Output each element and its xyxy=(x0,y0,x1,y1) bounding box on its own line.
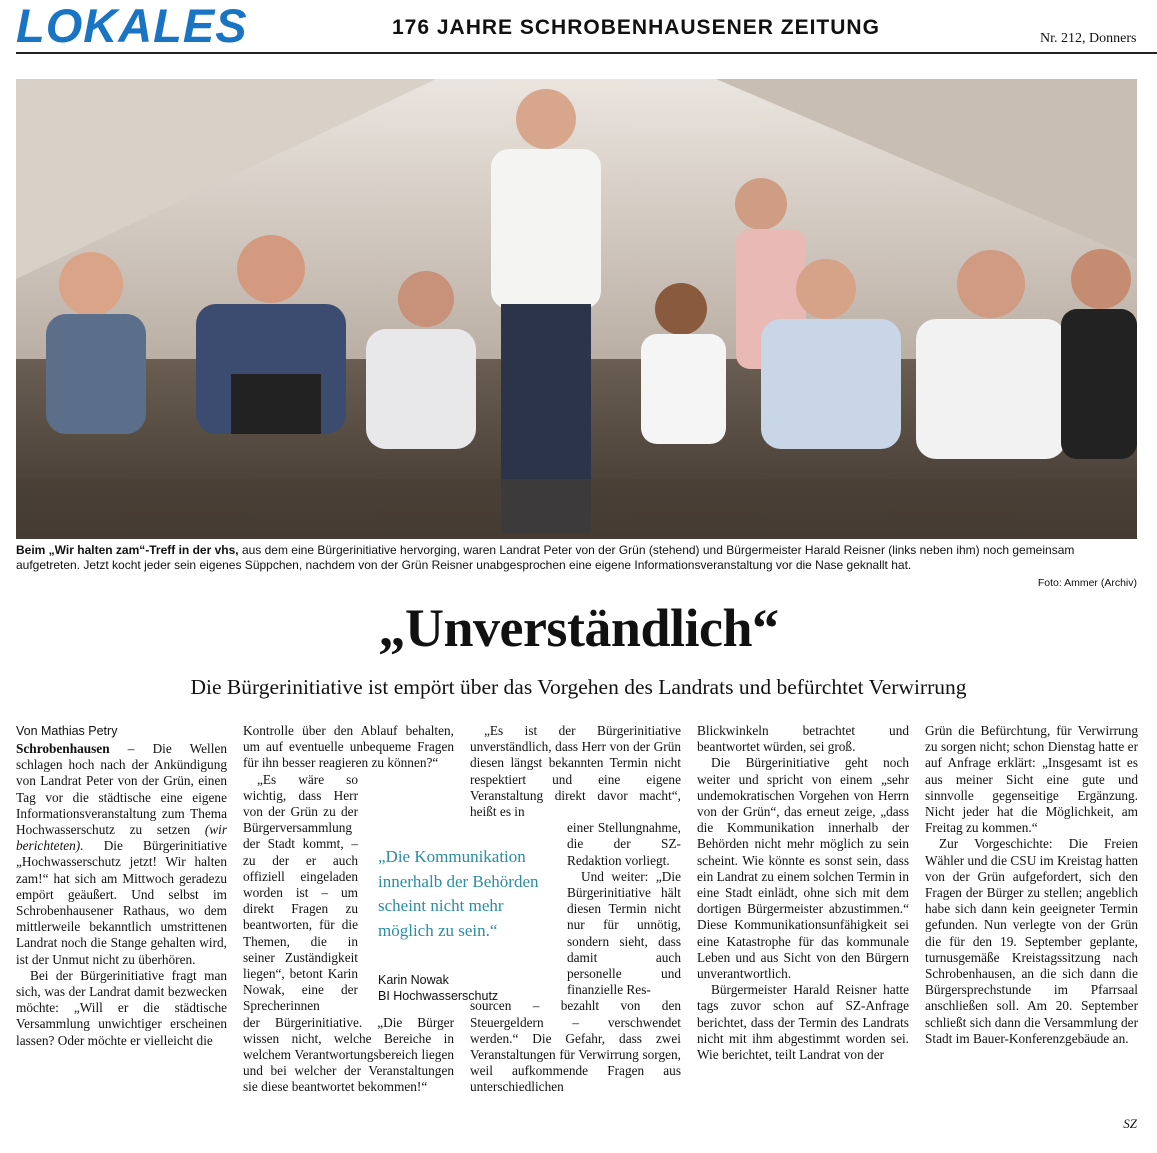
caption-lead: Beim „Wir halten zam“-Treff in der vhs, xyxy=(16,543,239,557)
masthead-rule xyxy=(16,52,1157,54)
caption-text: aus dem eine Bürgerinitiative hervorging, waren Landrat Peter von der Grün (stehend) und Bürgermeister Harald Reisner (links neben ihm) noch gemeinsam aufgetreten. Jetzt kocht jeder sein eigenes Süppchen, nachdem von der Grün Reisner unabgesprochen eine eigene Informationsveranstaltung vor die Nase geknallt hat. xyxy=(16,543,1075,572)
paragraph: Bürgermeister Harald Reisner hatte tags zuvor schon auf SZ-Anfrage berichtet, dass der Termin des Landrats nicht mit ihm abgestimmt worden sei. Wie berichtet, teilt Landrat von der xyxy=(697,982,909,1063)
paragraph: Blickwinkeln betrachtet und beantwortet würden, sei groß. xyxy=(697,723,909,755)
paragraph-narrow: „Es wäre so wichtig, dass Herr von der Grün zu der Bürgerversammlung der Stadt kommt, – zu der er auch offiziell eingeladen worden ist – um direkt Fragen zu beantworten, für die Themen, die in seiner Zuständigkeit liegen“, betont Karin Nowak, eine der Sprecherinnen xyxy=(243,771,358,1014)
dateline: Schrobenhausen xyxy=(16,741,110,756)
article-column-5 xyxy=(925,723,1138,1047)
pull-quote-author: Karin Nowak xyxy=(378,973,449,987)
paragraph: Bei der Bürgerinitiative fragt man sich, was der Landrat damit bezwecken möchte: „Will er die städtische Versammlung unwichtiger erscheinen lassen? Oder möchte er vielleicht die xyxy=(16,967,227,1048)
headline: „Unverständlich“ xyxy=(378,598,779,658)
paragraph: Grün die Befürchtung, für Verwirrung zu sorgen nicht; schon Dienstag hatte er auf Anfrage erklärt: „Insgesamt ist es aus meiner Sicht eine gute und sinnvolle gegenseitige Ergänzung. Nicht jeder hat die Möglichkeit, am Freitag zu kommen.“ xyxy=(925,723,1138,836)
byline: Von Mathias Petry xyxy=(16,724,118,738)
newspaper-title: 176 JAHRE SCHROBENHAUSENER ZEITUNG xyxy=(392,16,880,39)
pull-quote-org: BI Hochwasserschutz xyxy=(378,989,499,1003)
article-column-4 xyxy=(697,723,909,1063)
article-column-1 xyxy=(16,741,227,1049)
paragraph-narrow: einer Stellungnahme, die der SZ-Redaktion vorliegt. xyxy=(567,820,681,868)
author-signoff: SZ xyxy=(1123,1116,1137,1131)
issue-info: Nr. 212, Donners xyxy=(1040,31,1137,46)
paragraph: Kontrolle über den Ablauf behalten, um auf eventuelle unbequeme Fragen für ihn besser reagieren zu können?“ xyxy=(243,723,454,771)
section-title: LOKALES xyxy=(16,0,248,52)
photo-illustration xyxy=(16,79,1137,539)
article-photo xyxy=(16,79,1137,539)
pull-quote-attribution xyxy=(378,972,568,1004)
paragraph: Die Bürgerinitiative geht noch weiter und spricht von einem „sehr undemokratischen Vorgehen von Herrn von der Grün“, das erneut zeige, „dass die Kommunikation innerhalb der Behörden nicht mehr möglich zu sein scheint. Wie könnte es sonst sein, dass ein Landrat zu einem solchen Termin in eine Stadt einlädt, ohne sich mit dem dortigen Bürgermeister abzustimmen.“ Diese Kommunikationsunfähigkeit sei eine Katastrophe für das kommunale Leben und aus Sicht von den Bürgern unverantwortlich. xyxy=(697,755,909,982)
subheadline: Die Bürgerinitiative ist empört über das Vorgehen des Landrats und befürchtet Verwirrung xyxy=(190,675,967,699)
paragraph: Zur Vorgeschichte: Die Freien Wähler und die CSU im Kreistag hatten von der Grün aufgefordert, sich den Fragen der Bürger zu stellen; angeblich habe sich dann kein geeigneter Termin gefunden. Nun verlegte von der Grün die für den 19. September geplante, turnusgemäße Kreistagssitzung nach Schrobenhausen, an die sich dann die Bürgersprechstunde im Pfarrsaal anschließen soll. Am 20. September schließt sich dann die Versammlung der Stadt im Bauer-Konferenzgebäude an. xyxy=(925,836,1138,1046)
photo-credit: Foto: Ammer (Archiv) xyxy=(1037,577,1137,589)
paragraph-narrow: Und weiter: „Die Bürgerinitiative hält diesen Termin nicht nur für unnötig, sondern sieht, dass damit auch personelle und finanzielle Res- xyxy=(567,868,681,998)
paragraph: der Bürgerinitiative. „Die Bürger wissen nicht, welche Bereiche in welchem Verantwortungsbereich liegen und bei welcher der Veranstaltungen sie diese beantwortet bekommen!“ xyxy=(243,1014,454,1095)
paragraph: Schrobenhausen – Die Wellen schlagen hoch nach der Ankündigung von Landrat Peter von der Grün, einen Tag vor die städtische eine eigene Informationsveranstaltung zum Thema Hochwasserschutz zu setzen (wir berichteten). Die Bürgerinitiative „Hochwasserschutz jetzt! Wir halten zam!“ hat sich am Mittwoch geradezu empört geäußert. Und selbst im Schrobenhausener Rathaus, wo dem mittlerweile bekanntlich umstrittenen Landrat noch die Stange gehalten wird, ist der Unmut nicht zu überhören. xyxy=(16,741,227,967)
paragraph: sourcen – bezahlt von den Steuergeldern – verschwendet werden.“ Die Gefahr, dass zwei Veranstaltungen für Verwirrung sorgen, weil aufkommende Fragen aus unterschiedlichen xyxy=(470,998,681,1095)
paragraph: „Es ist der Bürgerinitiative unverständlich, dass Herr von der Grün diesen längst bekannten Termin nicht respektiert und eine eigene Veranstaltung direkt davor macht“, heißt es in xyxy=(470,723,681,820)
photo-caption xyxy=(16,543,1137,572)
pull-quote: „Die Kommunikation innerhalb der Behörden scheint nicht mehr möglich zu sein.“ xyxy=(378,847,539,940)
